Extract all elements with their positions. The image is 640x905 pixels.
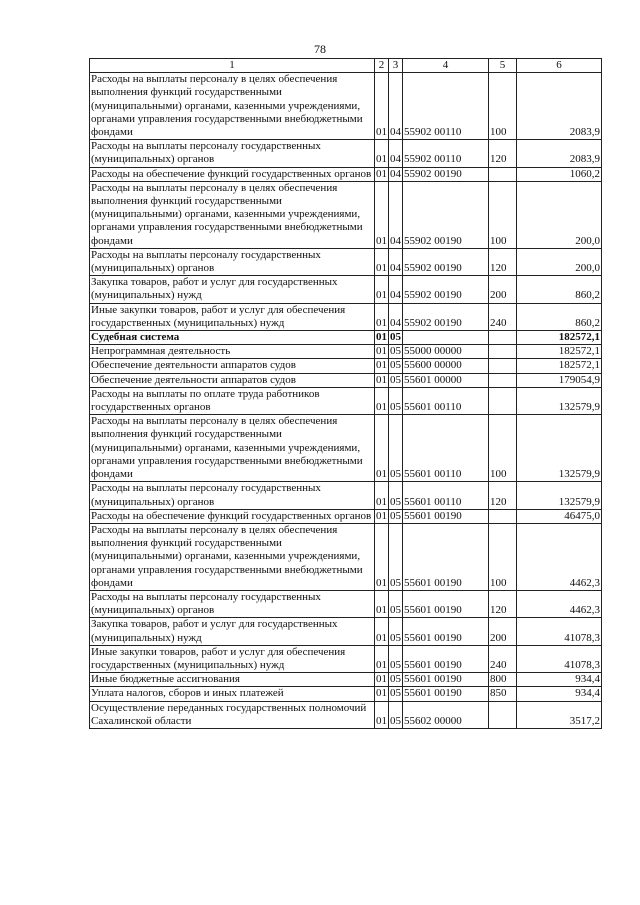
table-row [90,359,602,373]
table-row [90,673,602,687]
expense-type-cell [489,373,517,387]
section-code-cell: 01 [375,303,389,330]
subsection-code-cell: 05 [389,618,403,645]
row-name-cell: Расходы на выплаты персоналу государственных (муниципальных) органов [90,248,375,275]
subsection-code-cell: 05 [389,590,403,617]
column-header: 4 [403,59,489,73]
expense-type-cell [489,331,517,345]
row-name-cell: Иные закупки товаров, работ и услуг для обеспечения государственных (муниципальных) нужд [90,303,375,330]
section-code-cell: 01 [376,359,387,372]
table-row [90,331,602,345]
table-row [90,509,602,523]
expense-type-cell: 800 [489,673,517,687]
table-row [90,387,602,414]
table-row [90,73,602,140]
row-name-cell: Расходы на выплаты по оплате труда работников государственных органов [90,387,375,414]
row-name-cell: Непрограммная деятельность [90,345,375,359]
expense-type-cell [489,359,517,373]
target-article-cell: 55902 00190 [403,276,489,303]
section-code-cell: 01 [375,618,389,645]
expense-type-cell: 100 [489,181,517,248]
target-article-cell: 55902 00110 [403,140,489,167]
expense-type-cell [489,509,517,523]
target-article-cell: 55600 00000 [403,359,489,373]
row-name-cell: Расходы на выплаты персоналу государственных (муниципальных) органов [90,590,375,617]
table-row [90,590,602,617]
target-article-cell: 55601 00190 [403,590,489,617]
subsection-code-cell: 04 [389,73,403,140]
amount-cell: 182572,1 [517,359,602,373]
amount-cell: 2083,9 [517,140,602,167]
column-header: 6 [517,59,602,73]
row-name-cell: Судебная система [90,331,375,345]
row-name-cell: Расходы на обеспечение функций государственных органов [90,509,375,523]
expense-type-cell: 100 [489,415,517,482]
expense-type-cell [489,167,517,181]
target-article-cell: 55601 00000 [403,373,489,387]
subsection-code-cell: 04 [389,276,403,303]
table-row [90,645,602,672]
row-name-cell: Закупка товаров, работ и услуг для государственных (муниципальных) нужд [90,618,375,645]
target-article-cell: 55902 00190 [403,303,489,330]
table-header-row [90,59,602,73]
target-article-cell: 55601 00190 [403,618,489,645]
amount-cell: 132579,9 [517,415,602,482]
column-header: 3 [389,59,403,73]
target-article-cell: 55902 00190 [403,248,489,275]
subsection-code-cell: 05 [389,387,403,414]
expense-type-cell: 850 [489,687,517,701]
table-row [90,303,602,330]
row-name-cell: Обеспечение деятельности аппаратов судов [90,373,375,387]
section-code-cell: 01 [375,701,389,728]
section-code-cell: 01 [375,73,389,140]
amount-cell: 200,0 [517,181,602,248]
row-name-cell: Расходы на выплаты персоналу государственных (муниципальных) органов [90,482,375,509]
subsection-code-cell: 05 [389,482,403,509]
table-row [90,687,602,701]
column-header: 2 [375,59,389,73]
table-row [90,181,602,248]
subsection-code-cell: 05 [390,331,401,344]
row-name-cell: Расходы на выплаты персоналу в целях обеспечения выполнения функций государственными (муниципальными) органами, казенными учреждениями, органами управления государственными внебюджетными фондами [90,73,375,140]
amount-cell: 3517,2 [517,701,602,728]
column-header: 5 [489,59,517,73]
row-name-cell: Иные закупки товаров, работ и услуг для обеспечения государственных (муниципальных) нужд [90,645,375,672]
subsection-code-cell: 04 [389,248,403,275]
section-code-cell: 01 [376,373,387,386]
target-article-cell: 55902 00110 [403,73,489,140]
section-code-cell: 01 [376,167,387,180]
table-row [90,618,602,645]
table-row [90,248,602,275]
section-code-cell: 01 [375,645,389,672]
row-name-cell: Расходы на выплаты персоналу в целях обеспечения выполнения функций государственными (муниципальными) органами, казенными учреждениями, органами управления государственными внебюджетными фондами [90,523,375,590]
target-article-cell: 55000 00000 [403,345,489,359]
expense-type-cell: 100 [489,523,517,590]
target-article-cell: 55601 00110 [403,387,489,414]
expense-type-cell: 200 [489,276,517,303]
expense-type-cell: 240 [489,303,517,330]
target-article-cell: 55601 00110 [403,415,489,482]
row-name-cell: Обеспечение деятельности аппаратов судов [90,359,375,373]
amount-cell: 46475,0 [517,509,602,523]
subsection-code-cell: 04 [389,303,403,330]
target-article-cell: 55902 00190 [403,167,489,181]
expense-type-cell: 120 [489,590,517,617]
subsection-code-cell: 05 [390,673,401,686]
expense-type-cell [489,345,517,359]
row-name-cell: Расходы на обеспечение функций государственных органов [90,167,375,181]
target-article-cell: 55601 00190 [403,509,489,523]
section-code-cell: 01 [375,248,389,275]
expense-type-cell: 200 [489,618,517,645]
subsection-code-cell: 05 [390,509,401,522]
expense-type-cell: 120 [489,248,517,275]
subsection-code-cell: 05 [390,345,401,358]
row-name-cell: Уплата налогов, сборов и иных платежей [90,687,375,701]
section-code-cell: 01 [376,687,387,700]
expense-type-cell: 100 [489,73,517,140]
table-row [90,373,602,387]
table-row [90,523,602,590]
section-code-cell: 01 [376,331,387,344]
subsection-code-cell: 04 [389,181,403,248]
section-code-cell: 01 [376,509,387,522]
budget-table [89,58,602,729]
amount-cell: 1060,2 [517,167,602,181]
expense-type-cell: 240 [489,645,517,672]
amount-cell: 132579,9 [517,482,602,509]
section-code-cell: 01 [375,387,389,414]
subsection-code-cell: 05 [389,645,403,672]
section-code-cell: 01 [375,523,389,590]
row-name-cell: Иные бюджетные ассигнования [90,673,375,687]
section-code-cell: 01 [376,673,387,686]
expense-type-cell: 120 [489,482,517,509]
table-row [90,415,602,482]
subsection-code-cell: 05 [389,523,403,590]
amount-cell: 2083,9 [517,73,602,140]
subsection-code-cell: 05 [390,687,401,700]
page-number: 78 [314,42,326,56]
row-name-cell: Расходы на выплаты персоналу государственных (муниципальных) органов [90,140,375,167]
amount-cell: 182572,1 [517,345,602,359]
target-article-cell: 55902 00190 [403,181,489,248]
target-article-cell: 55601 00190 [403,673,489,687]
row-name-cell: Закупка товаров, работ и услуг для государственных (муниципальных) нужд [90,276,375,303]
section-code-cell: 01 [375,482,389,509]
section-code-cell: 01 [375,276,389,303]
table-row [90,276,602,303]
table-row [90,140,602,167]
target-article-cell: 55602 00000 [403,701,489,728]
target-article-cell [403,331,489,345]
amount-cell: 860,2 [517,303,602,330]
amount-cell: 860,2 [517,276,602,303]
row-name-cell: Расходы на выплаты персоналу в целях обеспечения выполнения функций государственными (муниципальными) органами, казенными учреждениями, органами управления государственными внебюджетными фондами [90,181,375,248]
target-article-cell: 55601 00190 [403,645,489,672]
subsection-code-cell: 05 [389,701,403,728]
table-row [90,345,602,359]
subsection-code-cell: 05 [389,415,403,482]
section-code-cell: 01 [375,590,389,617]
target-article-cell: 55601 00190 [403,523,489,590]
subsection-code-cell: 05 [390,359,401,372]
amount-cell: 200,0 [517,248,602,275]
subsection-code-cell: 05 [390,373,401,386]
amount-cell: 41078,3 [517,645,602,672]
expense-type-cell [489,701,517,728]
section-code-cell: 01 [375,140,389,167]
table-row [90,701,602,728]
row-name-cell: Расходы на выплаты персоналу в целях обеспечения выполнения функций государственными (муниципальными) органами, казенными учреждениями, органами управления государственными внебюджетными фондами [90,415,375,482]
expense-type-cell: 120 [489,140,517,167]
table-row [90,482,602,509]
subsection-code-cell: 04 [390,167,401,180]
amount-cell: 179054,9 [517,373,602,387]
amount-cell: 934,4 [517,687,602,701]
target-article-cell: 55601 00190 [403,687,489,701]
section-code-cell: 01 [375,415,389,482]
section-code-cell: 01 [375,181,389,248]
amount-cell: 41078,3 [517,618,602,645]
amount-cell: 182572,1 [517,331,602,345]
subsection-code-cell: 04 [389,140,403,167]
table-row [90,167,602,181]
row-name-cell: Осуществление переданных государственных полномочий Сахалинской области [90,701,375,728]
column-header: 1 [90,59,375,73]
expense-type-cell [489,387,517,414]
amount-cell: 934,4 [517,673,602,687]
target-article-cell: 55601 00110 [403,482,489,509]
amount-cell: 132579,9 [517,387,602,414]
amount-cell: 4462,3 [517,590,602,617]
section-code-cell: 01 [376,345,387,358]
amount-cell: 4462,3 [517,523,602,590]
